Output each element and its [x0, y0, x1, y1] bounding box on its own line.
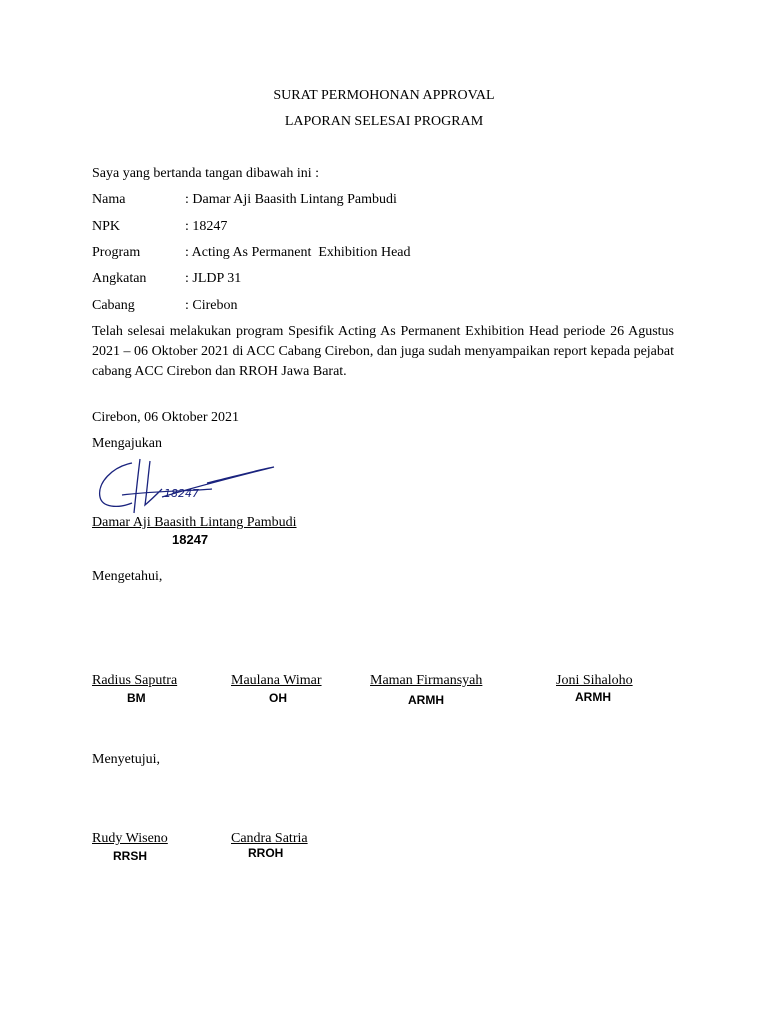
- submitted-label: Mengajukan: [92, 436, 162, 451]
- acknowledger-role-2: OH: [269, 691, 287, 705]
- field-label-cabang: Cabang: [92, 298, 135, 313]
- acknowledged-label: Mengetahui,: [92, 569, 163, 584]
- applicant-npk: 18247: [172, 532, 209, 547]
- title-line-1: SURAT PERMOHONAN APPROVAL: [273, 88, 495, 103]
- place-date: Cirebon, 06 Oktober 2021: [92, 410, 239, 425]
- signature-scribble-digits: 18247: [164, 487, 199, 500]
- body-paragraph: Telah selesai melakukan program Spesifik Acting As Permanent Exhibition Head periode 26 Agustus 2021 – 06 Oktober 2021 di ACC Cabang Cirebon, dan juga sudah menyampaikan report kepada pejabat cabang ACC Cirebon dan RROH Jawa Barat.: [92, 324, 674, 379]
- handwritten-signature: [92, 455, 282, 520]
- approver-name-1: Rudy Wiseno: [92, 831, 168, 846]
- field-value-program: : Acting As Permanent Exhibition Head: [185, 245, 411, 260]
- acknowledger-name-3: Maman Firmansyah: [370, 673, 483, 688]
- acknowledger-role-3: ARMH: [408, 693, 444, 707]
- acknowledger-name-2: Maulana Wimar: [231, 673, 322, 688]
- field-label-angkatan: Angkatan: [92, 271, 147, 286]
- approver-role-1: RRSH: [113, 849, 148, 863]
- acknowledger-role-1: BM: [127, 691, 146, 705]
- acknowledger-role-4: ARMH: [575, 690, 611, 704]
- field-value-nama: : Damar Aji Baasith Lintang Pambudi: [185, 192, 397, 207]
- field-label-nama: Nama: [92, 192, 126, 207]
- approved-label: Menyetujui,: [92, 752, 161, 767]
- field-label-program: Program: [92, 245, 141, 260]
- applicant-name: Damar Aji Baasith Lintang Pambudi: [92, 515, 297, 530]
- approver-role-2: RROH: [248, 846, 284, 860]
- field-label-npk: NPK: [92, 219, 121, 234]
- title-line-2: LAPORAN SELESAI PROGRAM: [284, 114, 484, 129]
- acknowledger-name-4: Joni Sihaloho: [556, 673, 633, 688]
- acknowledger-name-1: Radius Saputra: [92, 673, 178, 688]
- field-value-angkatan: : JLDP 31: [185, 271, 242, 286]
- field-value-cabang: : Cirebon: [185, 298, 238, 313]
- intro-text: Saya yang bertanda tangan dibawah ini :: [92, 166, 320, 181]
- field-value-npk: : 18247: [185, 219, 228, 234]
- approver-name-2: Candra Satria: [231, 831, 308, 846]
